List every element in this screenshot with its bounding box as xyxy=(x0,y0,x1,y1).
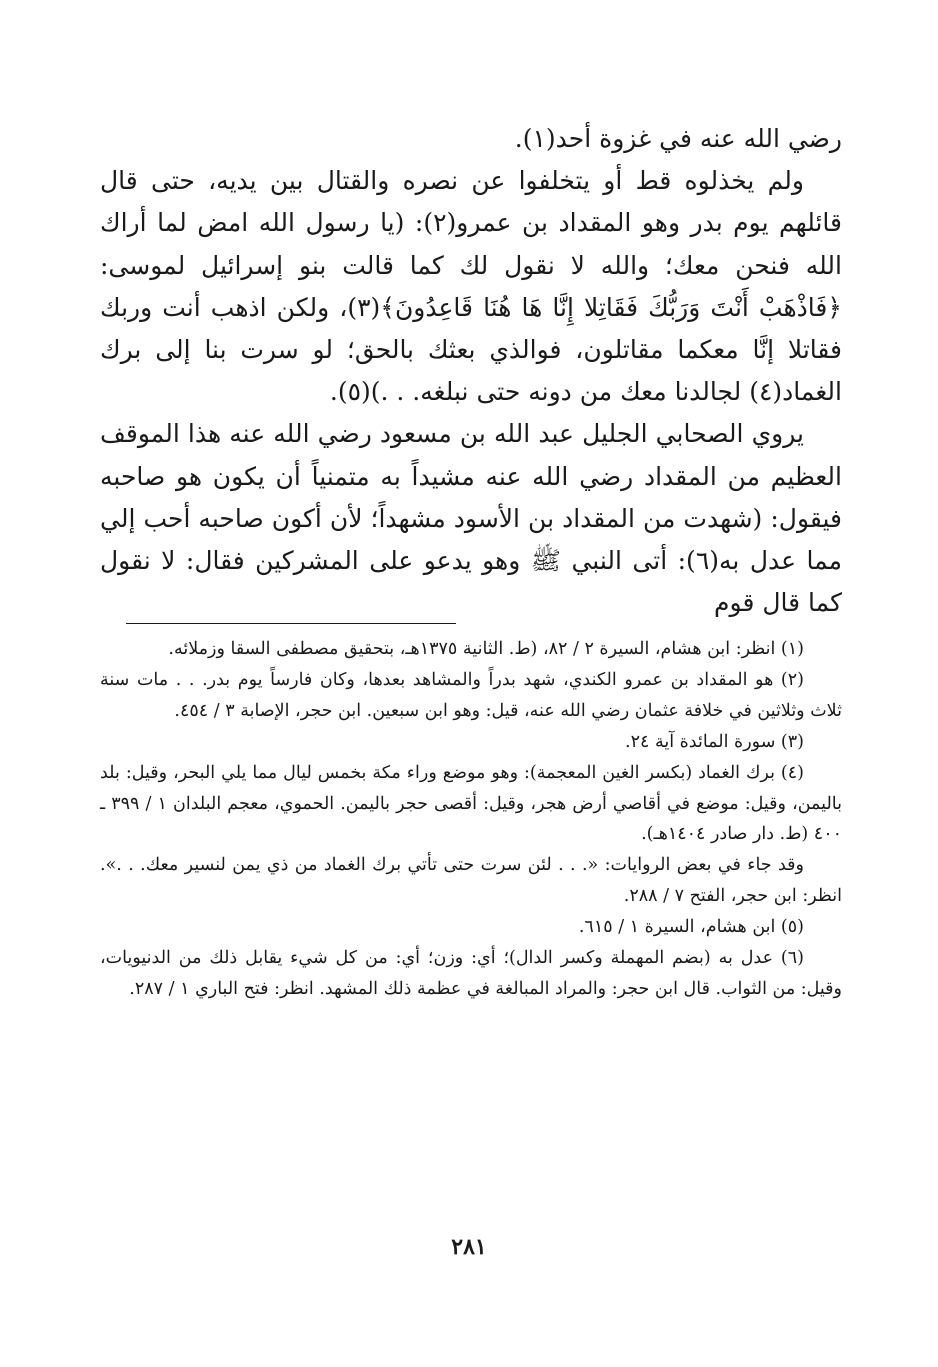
paragraph-2: ولم يخذلوه قط أو يتخلفوا عن نصره والقتال بين يديه، حتى قال قائلهم يوم بدر وهو المقداد بن عمرو(٢): (يا رسول الله امض لما أراك الله فنحن معك؛ والله لا نقول لك كما قالت بنو إسرائيل لموسى: ﴿فَاذْهَبْ أَنْتَ وَرَبُّكَ فَقَاتِلا إِنَّا هَا هُنَا قَاعِدُونَ﴾(٣)، ولكن اذهب أنت وربك فقاتلا إنَّا معكما مقاتلون، فوالذي بعثك بالحق؛ لو سرت بنا إلى برك الغماد(٤) لجالدنا معك من دونه حتى نبلغه. . .)(٥). xyxy=(100,166,843,407)
footnote-6: (٦) عدل به (بضم المهملة وكسر الدال)؛ أي: وزن؛ أي: من كل شيء يقابل ذلك من الدنيويات، وقيل: من الثواب. قال ابن حجر: والمراد المبالغة في عظمة ذلك المشهد. انظر: فتح الباري ١ / ٢٨٧. xyxy=(100,948,842,999)
footnote-2: (٢) هو المقداد بن عمرو الكندي، شهد بدراً والمشاهد بعدها، وكان فارساً يوم بدر. . . مات سنة ثلاث وثلاثين في خلافة عثمان رضي الله عنه، قيل: وهو ابن سبعين. ابن حجر، الإصابة ٣ / ٤٥٤. xyxy=(100,669,842,721)
paragraph-3: يروي الصحابي الجليل عبد الله بن مسعود رضي الله عنه هذا الموقف العظيم من المقداد رضي الله عنه مشيداً به متمنياً أن يكون هو صاحبه فيقول: (شهدت من المقداد بن الأسود مشهداً؛ لأن أكون صاحبه أحب إلي مما عدل به(٦): أتى النبي ﷺ وهو يدعو على المشركين فقال: لا نقول كما قال قوم xyxy=(100,419,842,618)
footnote-1: (١) انظر: ابن هشام، السيرة ٢ / ٨٢، (ط. الثانية ١٣٧٥هـ، بتحقيق مصطفى السقا وزملائه. xyxy=(168,639,804,659)
page-number: ٢٨١ xyxy=(451,1234,487,1260)
footnote-4-continuation: وقد جاء في بعض الروايات: «. . . لئن سرت حتى تأتي برك الغماد من ذي يمن لنسير معك. . .». انظر: ابن حجر، الفتح ٧ / ٢٨٨. xyxy=(100,855,842,907)
footnote-5: (٥) ابن هشام، السيرة ١ / ٦١٥. xyxy=(578,917,804,938)
footnote-3: (٣) سورة المائدة آية ٢٤. xyxy=(624,731,804,752)
footnotes xyxy=(100,634,842,1005)
footnote-4: (٤) برك الغماد (بكسر الغين المعجمة): وهو موضع وراء مكة بخمس ليال مما يلي البحر، وقيل: بلد باليمن، وقيل: موضع في أقاصي أرض هجر، وقيل: أقصى حجر باليمن. الحموي، معجم البلدان ١ / ٣٩٩ ـ ٤٠٠ (ط. دار صادر ١٤٠٤هـ). xyxy=(100,762,842,845)
paragraph-1: رضي الله عنه في غزوة أحد(١). xyxy=(514,124,842,153)
main-text xyxy=(100,118,842,624)
footnote-divider xyxy=(126,623,456,624)
